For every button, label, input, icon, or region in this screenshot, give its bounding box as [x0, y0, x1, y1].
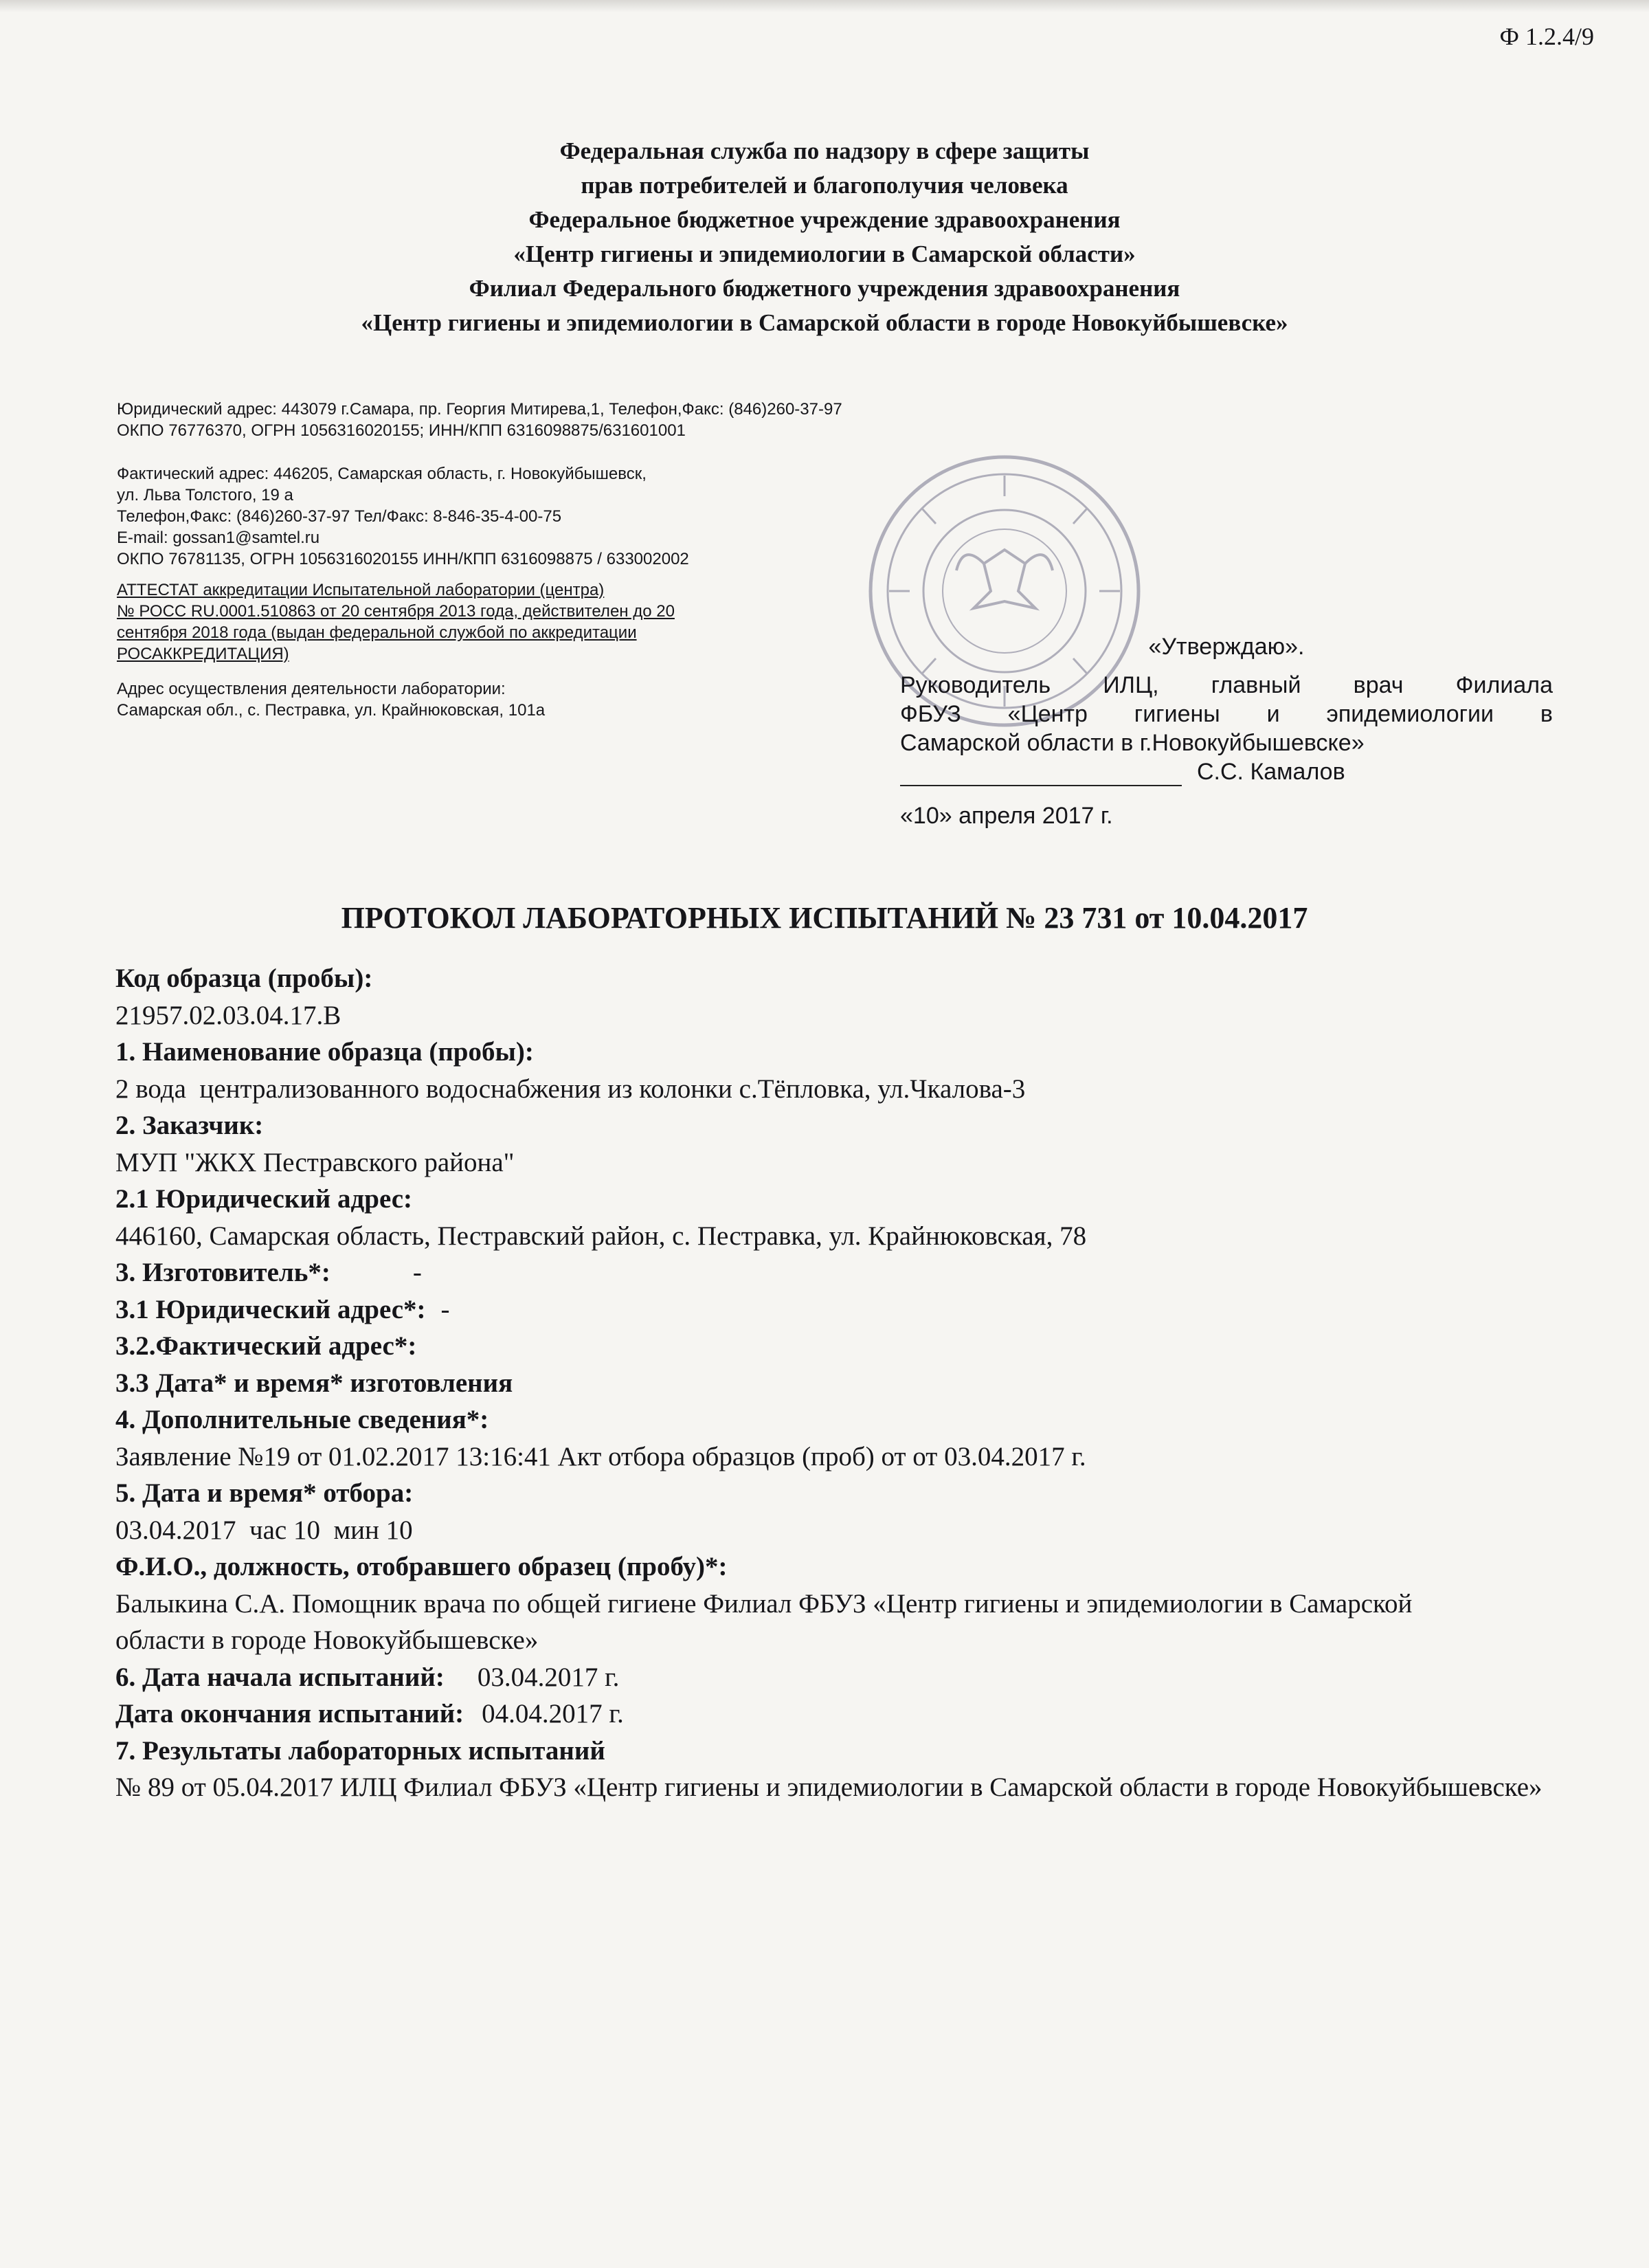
phone: Телефон,Факс: (846)260-37-97 Тел/Факс: 8-846-35-4-00-75 [117, 507, 562, 526]
org-line: прав потребителей и благополучия человека [581, 172, 1068, 199]
field-label: 5. Дата и время* отбора: [115, 1478, 414, 1508]
field-value: 446160, Самарская область, Пестравский район, с. Пестравка, ул. Крайнюковская, 78 [115, 1221, 1087, 1251]
field-value: - [440, 1294, 450, 1324]
actual-address: ул. Льва Толстого, 19 а [117, 486, 293, 504]
field-label: 1. Наименование образца (пробы): [115, 1037, 534, 1067]
field-label: 3.3 Дата* и время* изготовления [115, 1368, 513, 1398]
form-code: Ф 1.2.4/9 [1499, 23, 1594, 50]
org-line: «Центр гигиены и эпидемиологии в Самарской области» [513, 241, 1136, 267]
field-label: 3.2.Фактический адрес*: [115, 1331, 417, 1361]
org-line: Филиал Федерального бюджетного учреждения здравоохранения [469, 275, 1180, 302]
field-value: 2 вода централизованного водоснабжения из колонки с.Тёпловка, ул.Чкалова-3 [115, 1074, 1026, 1104]
protocol-fields [115, 960, 1579, 1806]
field-label: 2. Заказчик: [115, 1111, 264, 1140]
field-label: Ф.И.О., должность, отобравшего образец (пробу)*: [115, 1552, 728, 1581]
attestat: РОСАККРЕДИТАЦИЯ) [117, 645, 289, 663]
field-value: 03.04.2017 час 10 мин 10 [115, 1515, 413, 1545]
field-label: Дата окончания испытаний: [115, 1699, 464, 1728]
field-label: 2.1 Юридический адрес: [115, 1184, 413, 1214]
org-line: Федеральное бюджетное учреждение здравоохранения [528, 206, 1121, 233]
lab-address: Адрес осуществления деятельности лаборатории: [117, 680, 506, 698]
legal-codes: ОКПО 76776370, ОГРН 1056316020155; ИНН/КПП 6316098875/631601001 [117, 421, 686, 440]
attestat: № РОСС RU.0001.510863 от 20 сентября 2013 года, действителен до 20 [117, 602, 675, 621]
signer-name: С.С. Камалов [1197, 759, 1345, 785]
organization-header [0, 134, 1649, 340]
field-label: 6. Дата начала испытаний: [115, 1662, 445, 1692]
field-value: МУП "ЖКХ Пестравского района" [115, 1147, 515, 1177]
field-value: № 89 от 05.04.2017 ИЛЦ Филиал ФБУЗ «Центр гигиены и эпидемиологии в Самарской области в городе Новокуйбышевске» [115, 1772, 1543, 1802]
attestat: сентября 2018 года (выдан федеральной службой по аккредитации [117, 623, 637, 642]
scan-edge [0, 0, 1649, 12]
field-value: Балыкина С.А. Помощник врача по общей гигиене Филиал ФБУЗ «Центр гигиены и эпидемиологии в Самарской области в городе Новокуйбышевске» [115, 1588, 1413, 1655]
approval-date: «10» апреля 2017 г. [900, 803, 1113, 829]
field-value: Заявление №19 от 01.02.2017 13:16:41 Акт отбора образцов (проб) от от 03.04.2017 г. [115, 1441, 1086, 1471]
field-label: Код образца (пробы): [115, 964, 373, 993]
field-label: 4. Дополнительные сведения*: [115, 1405, 489, 1434]
field-value: 04.04.2017 г. [482, 1699, 624, 1728]
field-value: - [412, 1258, 422, 1287]
org-line: «Центр гигиены и эпидемиологии в Самарской области в городе Новокуйбышевске» [361, 309, 1288, 336]
org-line: Федеральная служба по надзору в сфере защиты [559, 137, 1090, 164]
signature-line [900, 757, 1553, 786]
field-label: 3.1 Юридический адрес*: [115, 1294, 426, 1324]
signature-underline [900, 764, 1182, 786]
field-label: 3. Изготовитель*: [115, 1258, 330, 1287]
approval-line: Самарской области в г.Новокуйбышевске» [900, 730, 1365, 756]
document-title: ПРОТОКОЛ ЛАБОРАТОРНЫХ ИСПЫТАНИЙ № 23 731 от 10.04.2017 [341, 901, 1308, 935]
field-value: 03.04.2017 г. [477, 1662, 620, 1692]
approval-heading: «Утверждаю». [1148, 634, 1305, 660]
approval-line: ФБУЗ «Центр гигиены и эпидемиологии в [900, 701, 1553, 727]
field-label: 7. Результаты лабораторных испытаний [115, 1735, 605, 1766]
organization-info [117, 399, 873, 721]
actual-address: Фактический адрес: 446205, Самарская область, г. Новокуйбышевск, [117, 465, 647, 483]
attestat: АТТЕСТАТ аккредитации Испытательной лаборатории (центра) [117, 581, 605, 599]
lab-address: Самарская обл., с. Пестравка, ул. Крайнюковская, 101а [117, 701, 546, 720]
approval-line: Руководитель ИЛЦ, главный врач Филиала [900, 672, 1553, 698]
legal-address: Юридический адрес: 443079 г.Самара, пр. Георгия Митирева,1, Телефон,Факс: (846)260-37-97 [117, 400, 842, 419]
approval-block [900, 632, 1553, 830]
email: E-mail: gossan1@samtel.ru [117, 529, 320, 547]
field-value: 21957.02.03.04.17.В [115, 1000, 341, 1030]
actual-codes: ОКПО 76781135, ОГРН 1056316020155 ИНН/КПП 6316098875 / 633002002 [117, 550, 689, 568]
